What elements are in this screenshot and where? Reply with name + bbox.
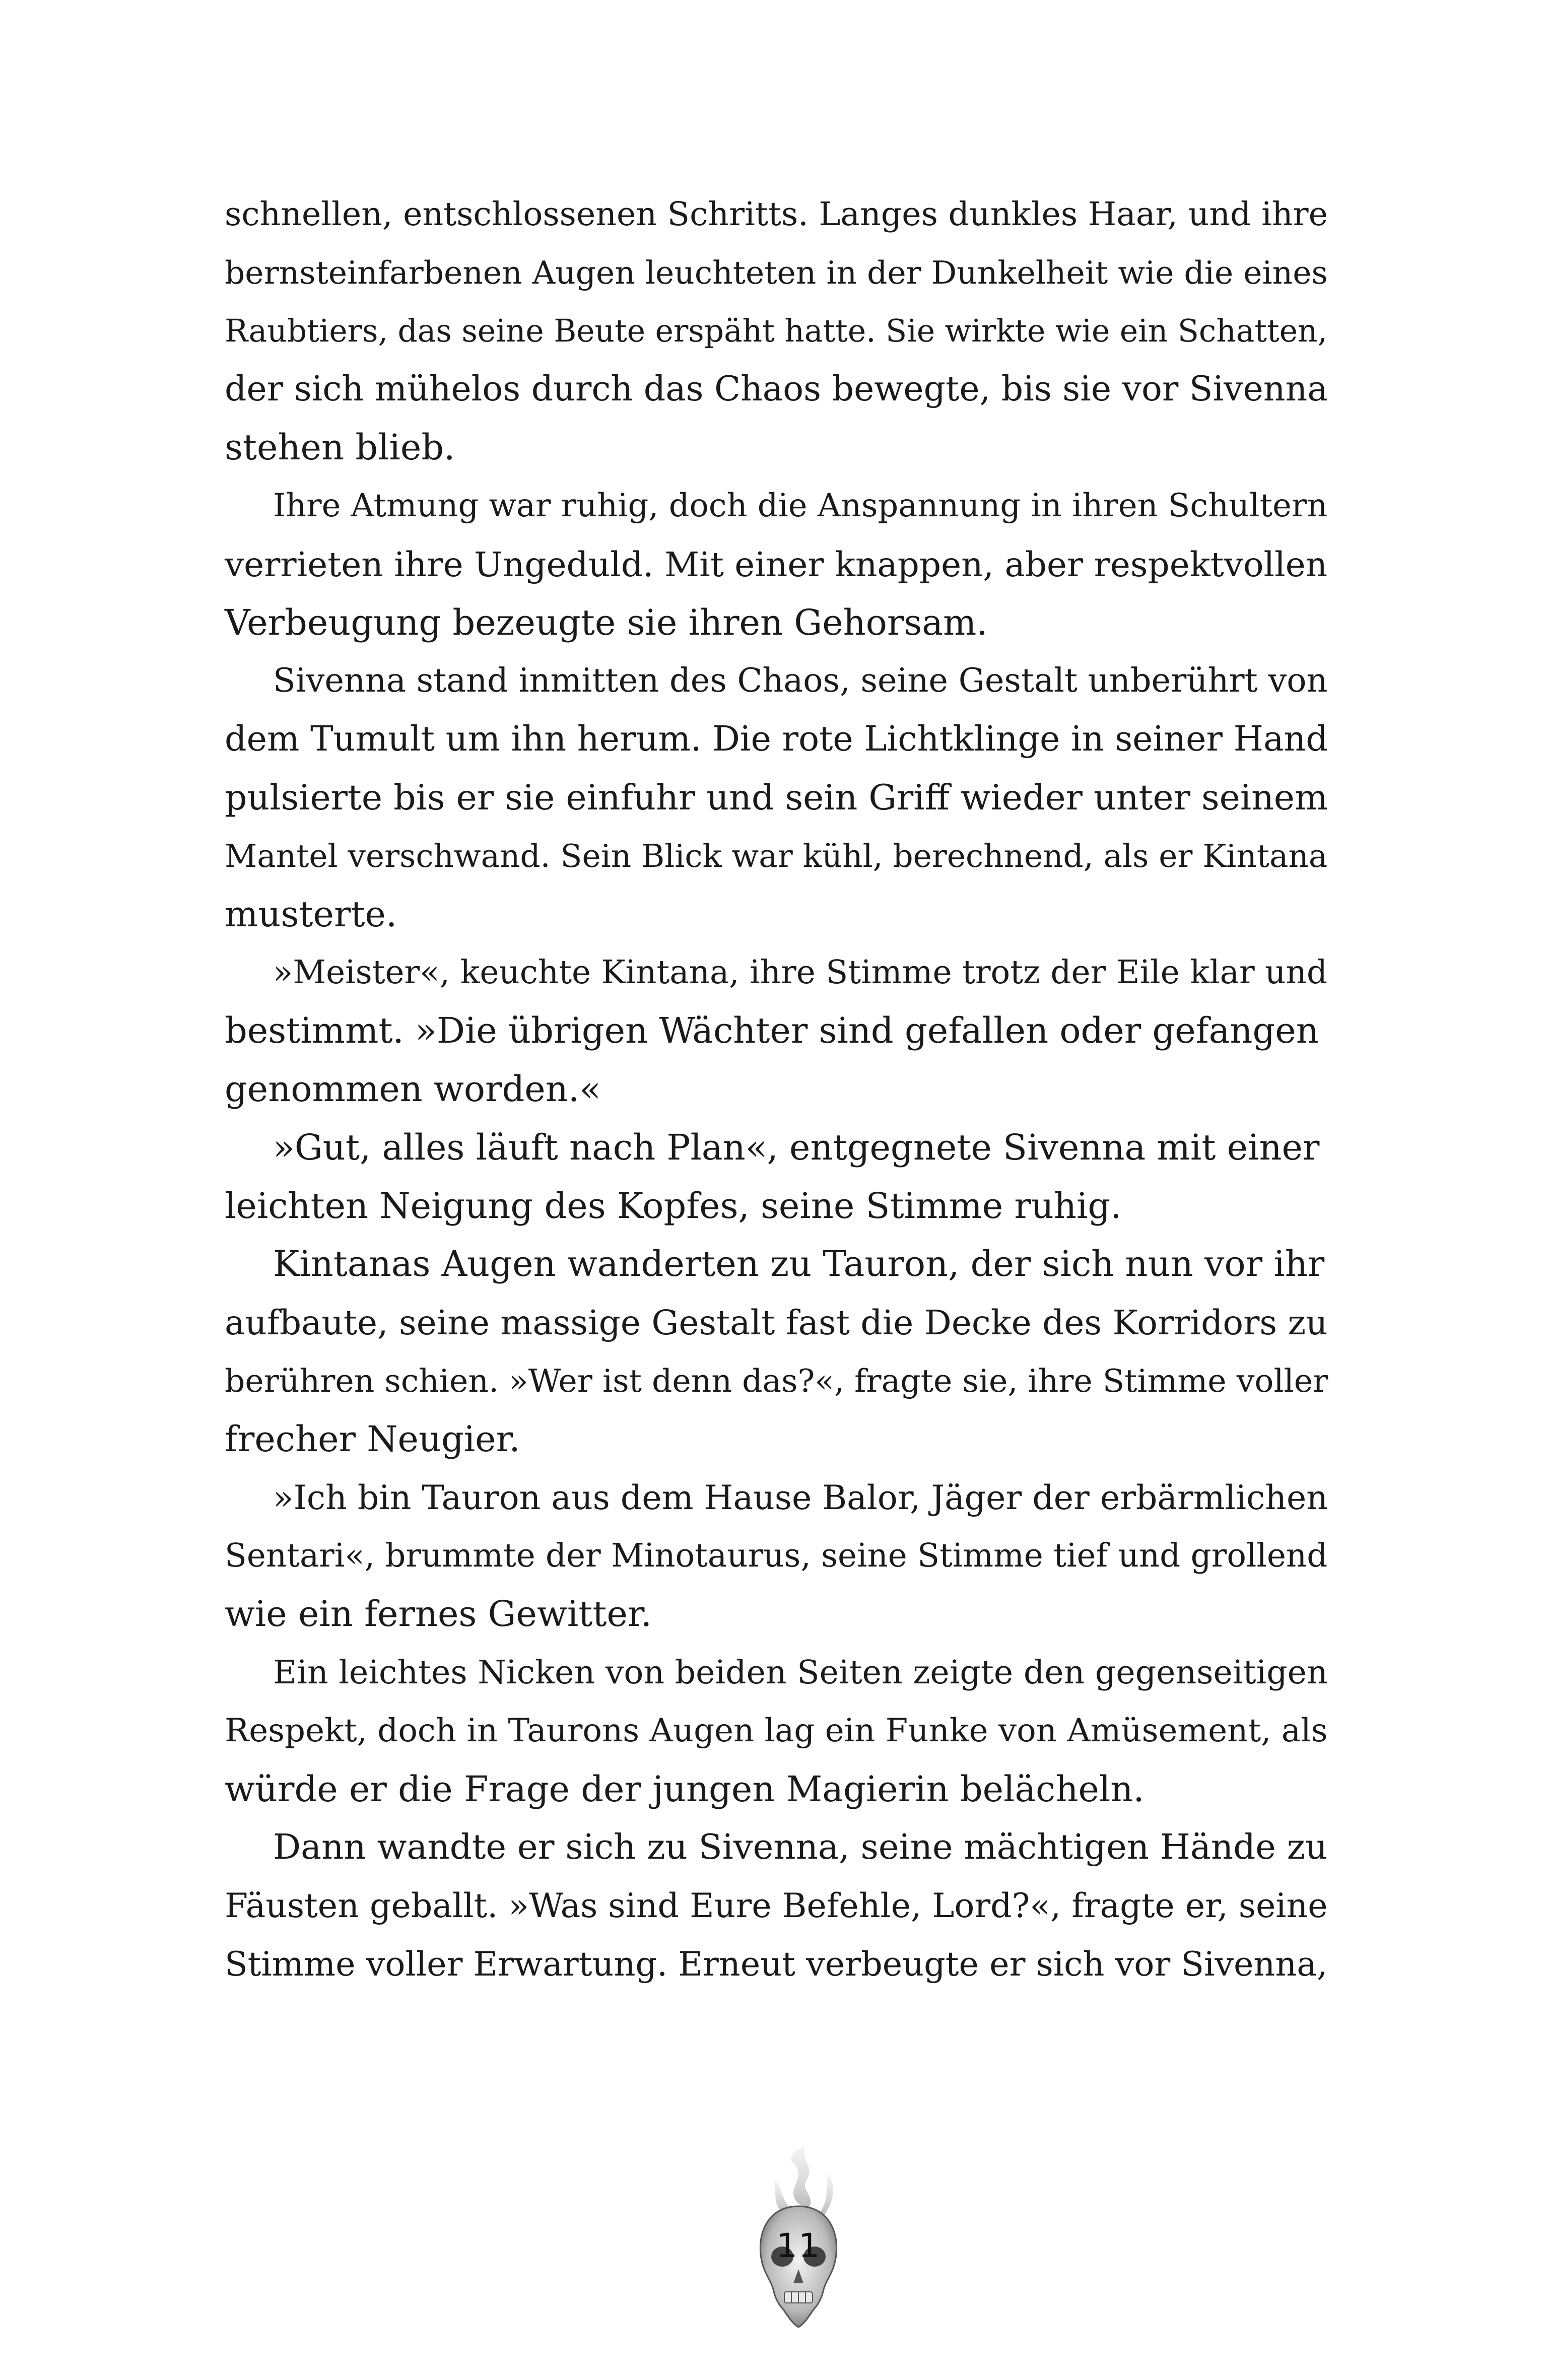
text-line: aufbaute, seine massige Gestalt fast die Decke des Korridors zu	[225, 1303, 1328, 1343]
text-line: verrieten ihre Ungeduld. Mit einer knappen, aber respektvollen	[225, 544, 1328, 584]
text-line: berühren schien. »Wer ist denn das?«, fragte sie, ihre Stimme voller	[225, 1362, 1328, 1399]
text-line: Ein leichtes Nicken von beiden Seiten zeigte den gegenseitigen	[273, 1653, 1328, 1691]
text-line: pulsierte bis er sie einfuhr und sein Griff wieder unter seinem	[225, 777, 1328, 818]
text-line: dem Tumult um ihn herum. Die rote Lichtklinge in seiner Hand	[225, 719, 1328, 760]
text-line: stehen blieb.	[225, 427, 455, 468]
text-line: bestimmt. »Die übrigen Wächter sind gefallen oder gefangen	[225, 1010, 1319, 1052]
text-line: Verbeugung bezeugte sie ihren Gehorsam.	[225, 601, 988, 643]
text-line: Sentari«, brummte der Minotaurus, seine Stimme tief und grollend	[225, 1537, 1328, 1575]
text-line: Sivenna stand inmitten des Chaos, seine Gestalt unberührt von	[273, 661, 1328, 700]
text-line: bernsteinfarbenen Augen leuchteten in der Dunkelheit wie die eines	[225, 254, 1328, 291]
text-line: Fäusten geballt. »Was sind Eure Befehle, Lord?«, fragte er, seine	[225, 1886, 1328, 1926]
text-line: Raubtiers, das seine Beute erspäht hatte. Sie wirkte wie ein Schatten,	[225, 313, 1328, 349]
text-line: Dann wandte er sich zu Sivenna, seine mächtigen Hände zu	[273, 1827, 1328, 1868]
text-line: musterte.	[225, 893, 397, 935]
text-line: »Gut, alles läuft nach Plan«, entgegnete Sivenna mit einer	[273, 1126, 1320, 1168]
text-line: »Meister«, keuchte Kintana, ihre Stimme trotz der Eile klar und	[273, 954, 1328, 992]
text-line: Stimme voller Erwartung. Erneut verbeugte er sich vor Sivenna,	[225, 1944, 1328, 1984]
page-footer	[723, 2143, 874, 2335]
text-line: Respekt, doch in Taurons Augen lag ein Funke von Amüsement, als	[225, 1712, 1328, 1749]
text-line: frecher Neugier.	[225, 1418, 520, 1460]
text-line: leichten Neigung des Kopfes, seine Stimme ruhig.	[225, 1185, 1122, 1227]
text-line: Ihre Atmung war ruhig, doch die Anspannung in ihren Schultern	[273, 487, 1328, 524]
text-line: genommen worden.«	[225, 1068, 601, 1110]
body-text	[225, 185, 1328, 1994]
text-line: wie ein fernes Gewitter.	[225, 1593, 652, 1635]
text-line: Kintanas Augen wanderten zu Tauron, der sich nun vor ihr	[273, 1243, 1325, 1285]
page-number: 11	[776, 2226, 821, 2265]
text-line: würde er die Frage der jungen Magierin belächeln.	[225, 1768, 1145, 1810]
text-line: der sich mühelos durch das Chaos bewegte, bis sie vor Sivenna	[225, 369, 1328, 410]
text-line: Mantel verschwand. Sein Blick war kühl, berechnend, als er Kintana	[225, 837, 1328, 874]
text-line: schnellen, entschlossenen Schritts. Langes dunkles Haar, und ihre	[225, 195, 1328, 233]
text-line: »Ich bin Tauron aus dem Hause Balor, Jäger der erbärmlichen	[273, 1477, 1328, 1517]
